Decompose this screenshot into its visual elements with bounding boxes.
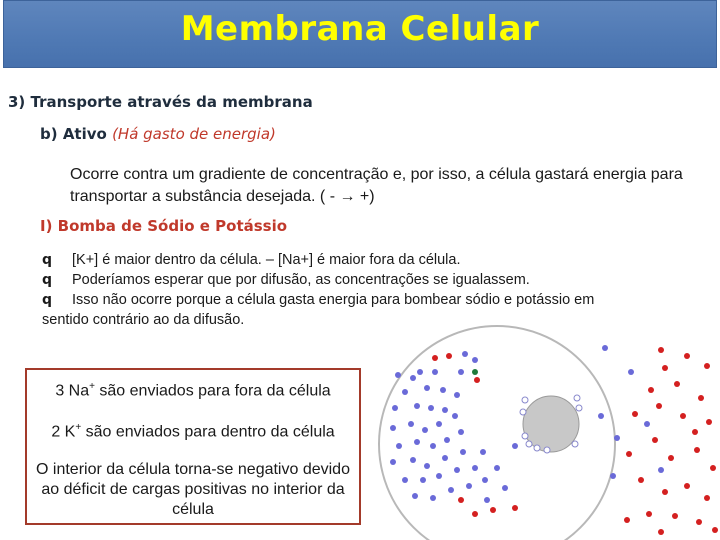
channel-ring — [534, 445, 540, 451]
ion-dot — [474, 377, 480, 383]
ion-dot — [446, 353, 452, 359]
ion-dot — [710, 465, 716, 471]
bullet-marker: q — [42, 252, 53, 268]
ion-dot — [624, 517, 630, 523]
ion-dot — [422, 427, 428, 433]
ion-dot — [658, 529, 664, 535]
ion-dot — [610, 473, 616, 479]
channel-ring — [522, 397, 528, 403]
subsection-heading — [40, 124, 276, 144]
ion-dot — [442, 455, 448, 461]
ion-dot — [414, 403, 420, 409]
ion-dot — [432, 355, 438, 361]
bullet-list — [42, 250, 712, 330]
ion-dot — [472, 357, 478, 363]
ion-dot — [512, 443, 518, 449]
section-heading: 3) Transporte através da membrana — [8, 93, 313, 111]
potassium-line — [27, 418, 359, 442]
ion-dot — [698, 395, 704, 401]
bullet-continuation: sentido contrário ao da difusão. — [42, 312, 245, 328]
ion-dot — [658, 467, 664, 473]
ion-dot — [668, 455, 674, 461]
channel-ring — [574, 395, 580, 401]
ion-dot — [484, 497, 490, 503]
info-box — [25, 368, 361, 525]
ion-dot — [494, 465, 500, 471]
cell-diagram — [365, 320, 720, 540]
slide-title: Membrana Celular — [180, 9, 540, 49]
ion-dot — [482, 477, 488, 483]
ion-dot — [694, 447, 700, 453]
subsection-label: b) Ativo — [40, 125, 107, 143]
list-item — [42, 270, 712, 290]
ion-dot — [632, 411, 638, 417]
ion-dot — [626, 451, 632, 457]
ion-dot — [704, 495, 710, 501]
ion-dot — [454, 392, 460, 398]
ion-dot — [424, 463, 430, 469]
ion-dot — [704, 363, 710, 369]
ion-dot — [412, 493, 418, 499]
ion-dot — [646, 511, 652, 517]
ion-dot — [662, 489, 668, 495]
potassium-charge: + — [75, 422, 82, 434]
bullet-text: [K+] é maior dentro da célula. – [Na+] é maior fora da célula. — [72, 252, 461, 268]
ion-dot — [614, 435, 620, 441]
ion-dot — [638, 477, 644, 483]
bullet-marker: q — [42, 272, 53, 288]
ion-dot — [440, 387, 446, 393]
sodium-prefix: 3 Na — [55, 382, 90, 400]
ion-dot — [454, 467, 460, 473]
ion-dot — [444, 437, 450, 443]
ion-dot — [452, 413, 458, 419]
ion-dot — [462, 351, 468, 357]
ion-dot — [656, 403, 662, 409]
ion-dot — [672, 513, 678, 519]
ion-dot — [684, 353, 690, 359]
potassium-suffix: são enviados para dentro da célula — [81, 423, 335, 441]
list-item — [42, 250, 712, 270]
potassium-prefix: 2 K — [51, 423, 76, 441]
ion-dot — [466, 483, 472, 489]
ion-dot — [390, 425, 396, 431]
ion-dot — [430, 443, 436, 449]
title-bar — [3, 0, 717, 68]
ion-dot — [408, 421, 414, 427]
bullet-marker: q — [42, 292, 53, 308]
ion-dot — [674, 381, 680, 387]
ion-dot — [628, 369, 634, 375]
ion-dot — [458, 429, 464, 435]
ion-dot — [602, 345, 608, 351]
bullet-text: Isso não ocorre porque a célula gasta energia para bombear sódio e potássio em — [72, 292, 595, 308]
ion-dot — [395, 372, 401, 378]
ion-dot — [410, 375, 416, 381]
ion-dot — [448, 487, 454, 493]
pump-subheading: I) Bomba de Sódio e Potássio — [40, 217, 288, 235]
ion-dot — [680, 413, 686, 419]
ion-dot — [692, 429, 698, 435]
ion-dot — [696, 519, 702, 525]
cell-membrane — [379, 326, 615, 540]
channel-ring — [576, 405, 582, 411]
ion-dot — [502, 485, 508, 491]
ion-dot — [706, 419, 712, 425]
ion-dot — [652, 437, 658, 443]
bullet-text: Poderíamos esperar que por difusão, as concentrações se igualassem. — [72, 272, 530, 288]
sodium-charge: + — [89, 381, 95, 392]
ion-dot — [598, 413, 604, 419]
ion-dot — [396, 443, 402, 449]
ion-dot — [420, 477, 426, 483]
ion-dot — [480, 449, 486, 455]
ion-dot — [472, 511, 478, 517]
ion-dot — [512, 505, 518, 511]
channel-ring — [520, 409, 526, 415]
ion-dot — [436, 473, 442, 479]
ion-dot — [442, 407, 448, 413]
sodium-suffix: são enviados para fora da célula — [94, 382, 331, 400]
ion-dot — [490, 507, 496, 513]
ion-dot — [712, 527, 718, 533]
description-paragraph: Ocorre contra um gradiente de concentração e, por isso, a célula gastará energia para transportar a substância desejada. ( - → +) — [70, 166, 683, 205]
ion-dot — [432, 369, 438, 375]
ion-dot — [644, 421, 650, 427]
subsection-note: (Há gasto de energia) — [112, 125, 276, 143]
conclusion-text: O interior da célula torna-se negativo devido ao déficit de cargas positivas no interior da célula — [36, 460, 350, 518]
ion-dot — [392, 405, 398, 411]
channel-ring — [544, 447, 550, 453]
ion-dot — [390, 459, 396, 465]
ion-dot — [436, 421, 442, 427]
ion-dot — [662, 365, 668, 371]
ion-dot — [410, 457, 416, 463]
ion-dot — [460, 449, 466, 455]
channel-ring — [522, 433, 528, 439]
ion-dot — [430, 495, 436, 501]
channel-ring — [572, 441, 578, 447]
ion-dot — [417, 369, 423, 375]
list-item — [42, 290, 712, 310]
ion-dot — [472, 465, 478, 471]
ion-dot — [472, 369, 478, 375]
ion-dot — [458, 497, 464, 503]
ion-dot — [424, 385, 430, 391]
ion-dot — [458, 369, 464, 375]
ion-dot — [414, 439, 420, 445]
ion-dot — [658, 347, 664, 353]
ion-dot — [402, 477, 408, 483]
ion-dot — [648, 387, 654, 393]
ion-dot — [684, 483, 690, 489]
ion-dot — [402, 389, 408, 395]
channel-ring — [526, 441, 532, 447]
sodium-line — [27, 377, 359, 401]
ion-dot — [428, 405, 434, 411]
